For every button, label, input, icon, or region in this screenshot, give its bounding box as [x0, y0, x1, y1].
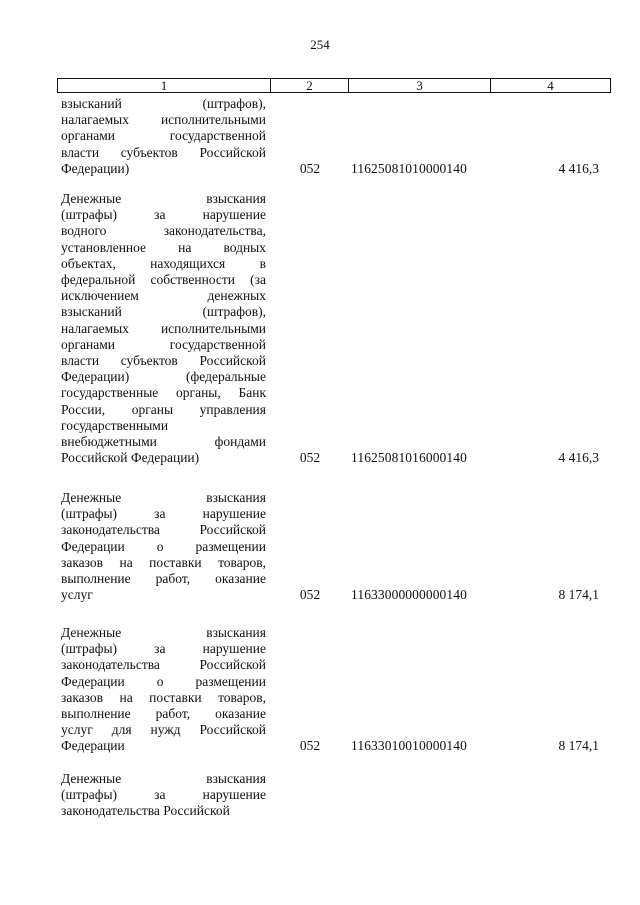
description-line: органами государственной: [61, 128, 266, 144]
table-row: [61, 625, 611, 755]
amount-value: 4 416,3: [558, 160, 599, 176]
row-description: [61, 96, 266, 177]
amount-value: 8 174,1: [558, 738, 599, 754]
row-description: [61, 191, 266, 466]
description-line: водного законодательства,: [61, 223, 266, 239]
budget-classification-code: 11625081010000140: [351, 160, 467, 176]
description-line: Федерации о размещении: [61, 673, 266, 689]
description-line: установленное на водных: [61, 239, 266, 255]
description-line: выполнение работ, оказание: [61, 706, 266, 722]
budget-classification-code: 11633000000000140: [351, 587, 467, 603]
description-line: Федерации) (федеральные: [61, 369, 266, 385]
admin-code: 052: [299, 160, 321, 176]
description-line: Федерации): [61, 160, 130, 176]
description-line: услуг: [61, 587, 93, 603]
table-row: [61, 771, 611, 820]
description-line: объектах, находящихся в: [61, 255, 266, 271]
table-row: [61, 191, 611, 466]
table-row: [61, 96, 611, 177]
description-line: Российской Федерации): [61, 450, 200, 466]
description-line: власти субъектов Российской: [61, 144, 266, 160]
description-line: выполнение работ, оказание: [61, 571, 266, 587]
description-line: Федерации о размещении: [61, 538, 266, 554]
description-line: органами государственной: [61, 336, 266, 352]
description-line: внебюджетными фондами: [61, 434, 266, 450]
header-col-3: 3: [349, 79, 491, 92]
admin-code: 052: [299, 450, 321, 466]
budget-classification-code: 11633010010000140: [351, 738, 467, 754]
description-line: власти субъектов Российской: [61, 353, 266, 369]
description-line: (штрафы) за нарушение: [61, 207, 266, 223]
description-line: законодательства Российской: [61, 522, 266, 538]
amount-value: 8 174,1: [558, 587, 599, 603]
description-line: налагаемых исполнительными: [61, 112, 266, 128]
row-description: [61, 490, 266, 603]
description-line: (штрафы) за нарушение: [61, 641, 266, 657]
description-line: Денежные взыскания: [61, 191, 266, 206]
description-line: Денежные взыскания: [61, 625, 266, 640]
row-description: [61, 625, 266, 755]
description-line: Денежные взыскания: [61, 771, 266, 786]
description-line: государственными: [61, 417, 169, 433]
amount-value: 4 416,3: [558, 450, 599, 466]
table-header: [57, 78, 611, 93]
description-line: заказов на поставки товаров,: [61, 689, 266, 705]
description-line: услуг для нужд Российской: [61, 722, 266, 738]
header-col-4: 4: [547, 78, 554, 93]
description-line: взысканий (штрафов),: [61, 96, 266, 111]
description-line: (штрафы) за нарушение: [61, 787, 266, 803]
budget-classification-code: 11625081016000140: [351, 450, 467, 466]
description-line: федеральной собственности (за: [61, 272, 266, 288]
page-number: 254: [310, 37, 330, 52]
header-col-1: 1: [58, 79, 271, 92]
description-line: налагаемых исполнительными: [61, 320, 266, 336]
description-line: России, органы управления: [61, 401, 266, 417]
description-line: (штрафы) за нарушение: [61, 506, 266, 522]
description-line: взысканий (штрафов),: [61, 304, 266, 320]
description-line: Федерации: [61, 738, 125, 754]
description-line: Денежные взыскания: [61, 490, 266, 505]
admin-code: 052: [299, 587, 321, 603]
row-description: [61, 771, 266, 820]
header-col-2: 2: [271, 79, 349, 92]
admin-code: 052: [299, 738, 321, 754]
description-line: законодательства Российской: [61, 657, 266, 673]
description-line: государственные органы, Банк: [61, 385, 266, 401]
table-row: [61, 490, 611, 603]
description-line: законодательства Российской: [61, 803, 230, 819]
description-line: заказов на поставки товаров,: [61, 554, 266, 570]
description-line: исключением денежных: [61, 288, 266, 304]
